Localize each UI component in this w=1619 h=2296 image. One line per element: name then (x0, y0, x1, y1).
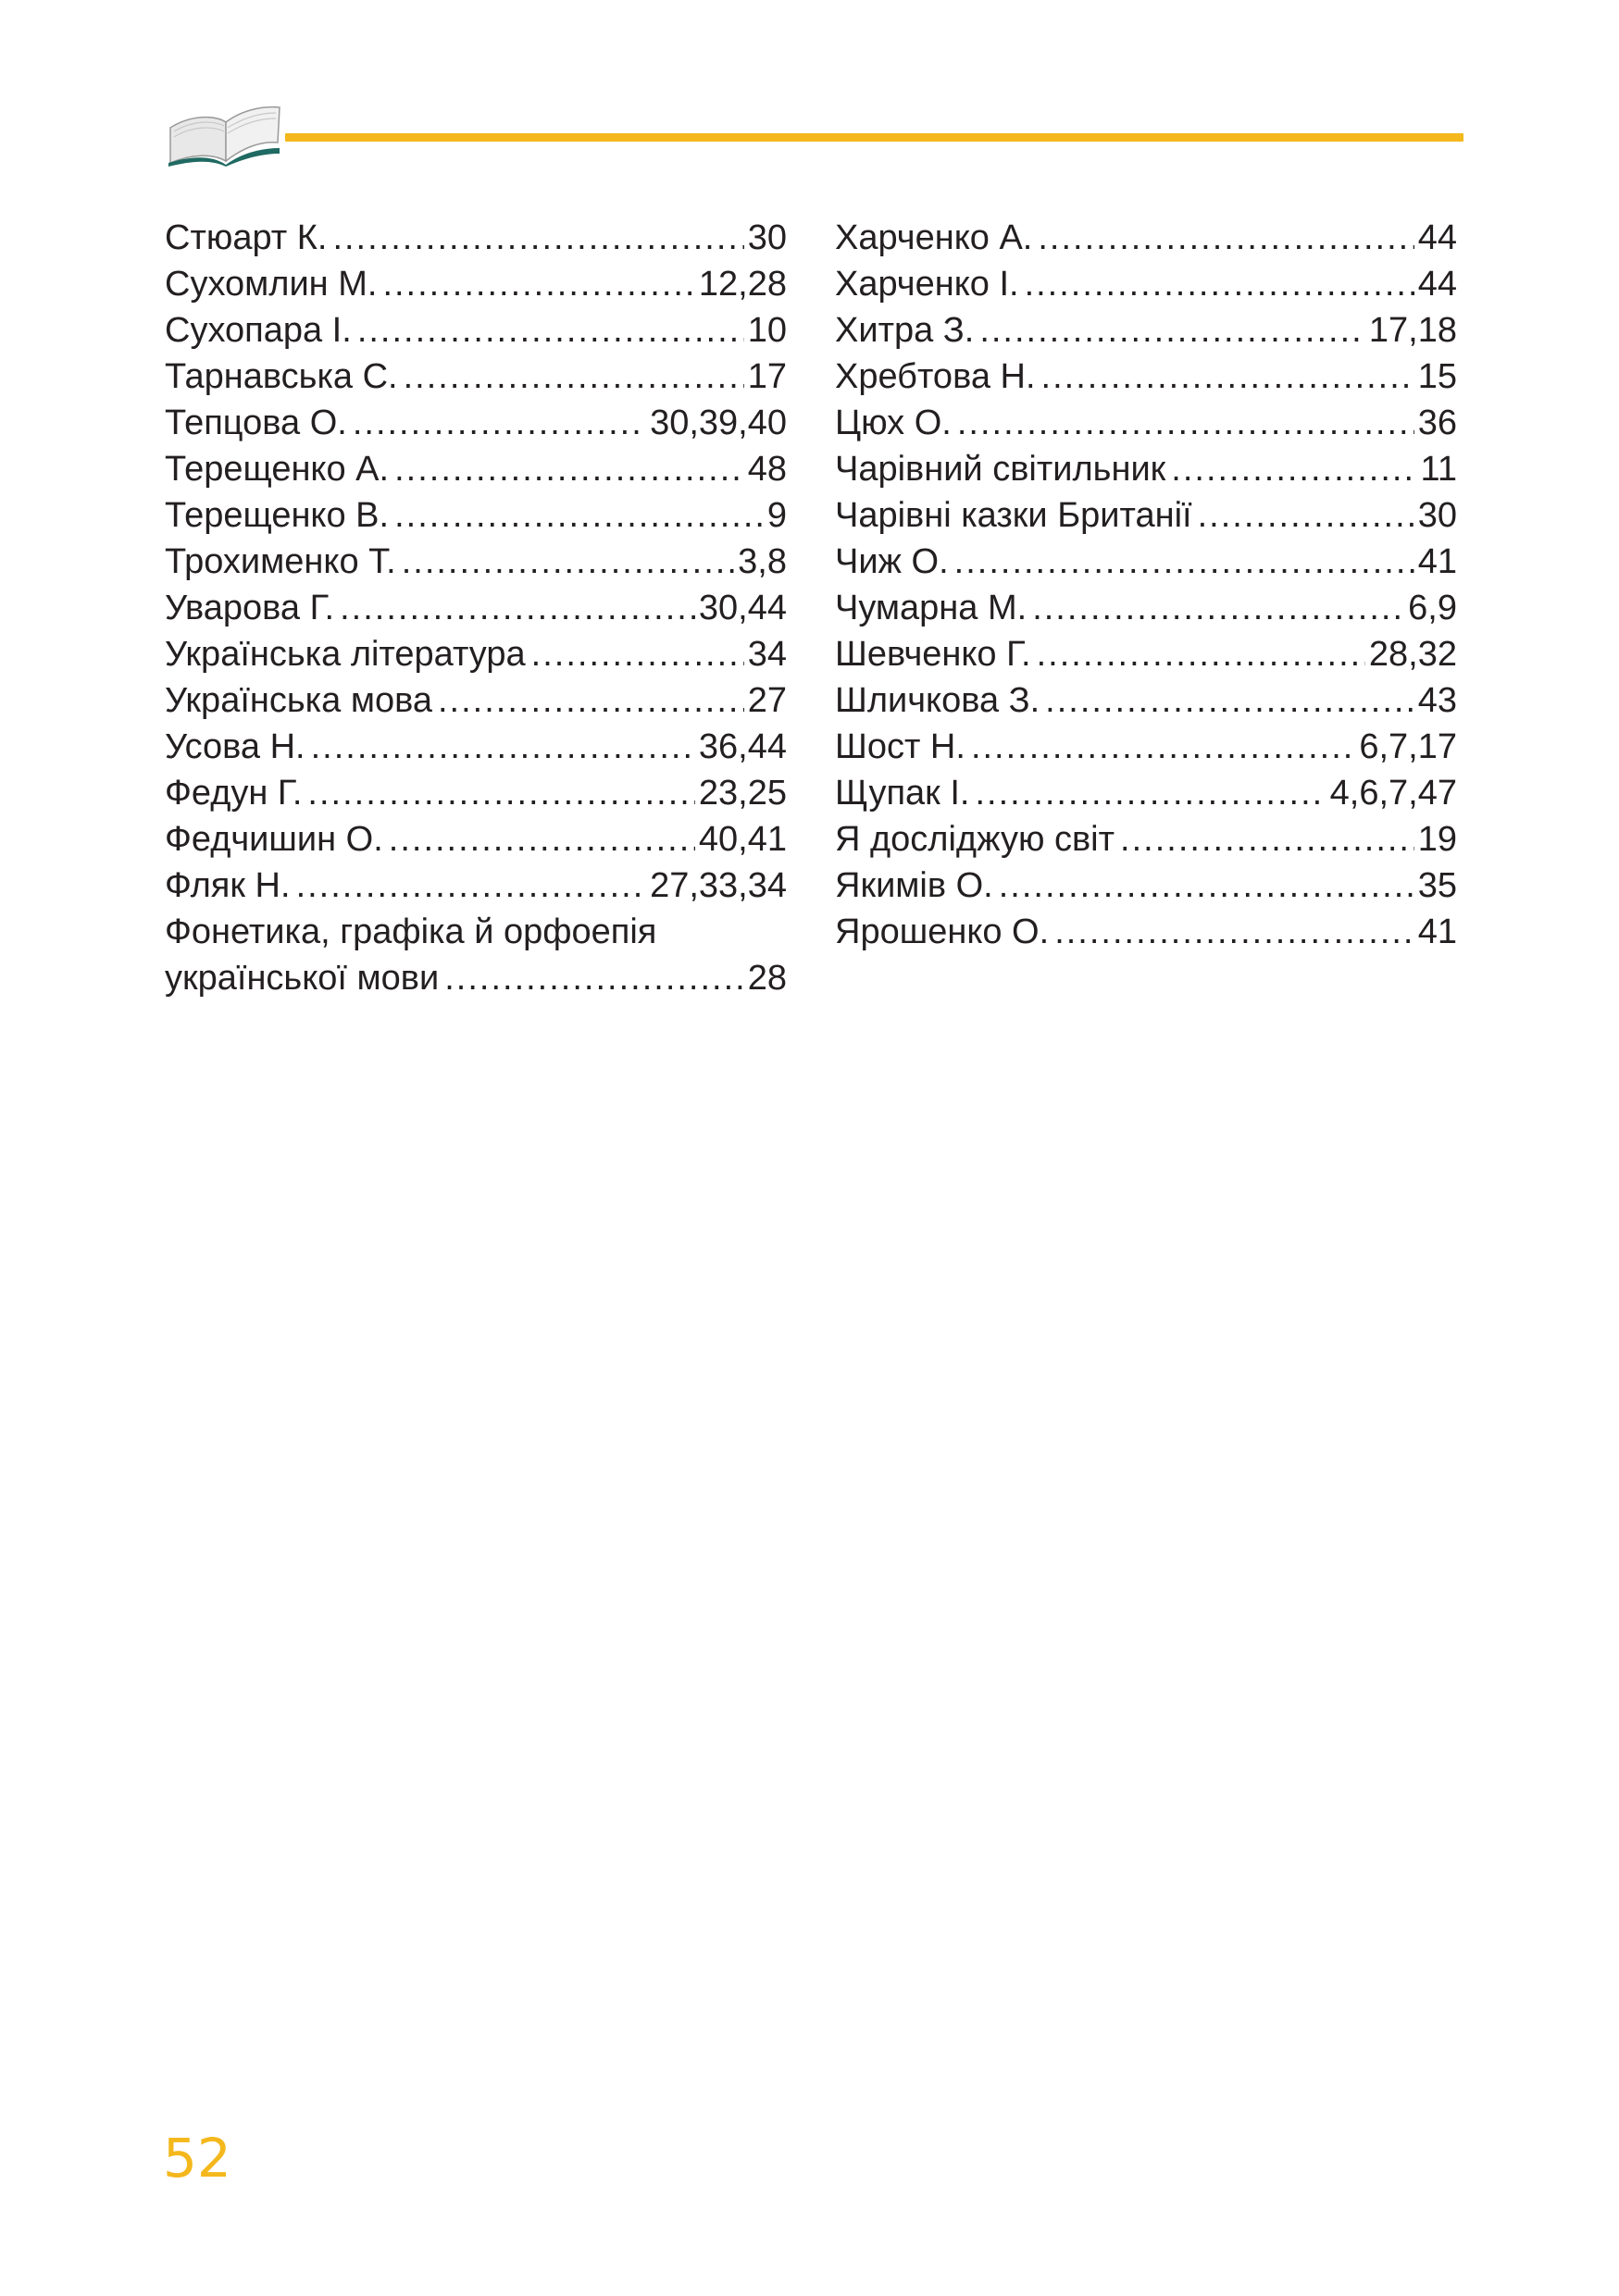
index-entry (165, 770, 787, 816)
entry-name: Фляк Н. (165, 866, 291, 905)
index-entry (165, 215, 787, 261)
index-entry-multiline (165, 909, 787, 1001)
dot-leader (1198, 492, 1414, 539)
entry-name: Щупак І. (835, 774, 970, 813)
entry-pages: 27,33,34 (650, 866, 787, 905)
dot-leader (957, 400, 1414, 446)
entry-name: Терещенко В. (165, 496, 390, 535)
index-entry (835, 724, 1457, 770)
index-entry (835, 307, 1457, 354)
entry-name: Терещенко А. (165, 450, 390, 489)
entry-name: Чарівний світильник (835, 450, 1166, 489)
dot-leader (1032, 585, 1404, 631)
index-entry (165, 492, 787, 539)
dot-leader (1054, 909, 1414, 955)
dot-leader (340, 585, 695, 631)
entry-pages: 30,39,40 (650, 403, 787, 442)
dot-leader (444, 955, 744, 1001)
entry-name: Чумарна М. (835, 589, 1027, 627)
entry-name: Якимів О. (835, 866, 993, 905)
dot-leader (971, 724, 1355, 770)
entry-name: Хребтова Н. (835, 357, 1036, 396)
entry-name: Українська мова (165, 681, 432, 720)
entry-name-line1: Фонетика, графіка й орфоепія (165, 912, 657, 951)
entry-pages: 30 (1417, 496, 1457, 535)
index-entry (165, 446, 787, 492)
entry-pages: 6,7,17 (1359, 727, 1457, 766)
index-entry (165, 816, 787, 863)
dot-leader (332, 215, 743, 261)
dot-leader (954, 539, 1414, 585)
index-entry (165, 863, 787, 909)
dot-leader (1038, 215, 1414, 261)
entry-name: Федчишин О. (165, 820, 383, 859)
entry-pages: 12,28 (698, 265, 787, 304)
entry-pages: 30 (747, 218, 787, 257)
entry-pages: 44 (1417, 265, 1457, 304)
index-entry (165, 307, 787, 354)
entry-pages: 23,25 (698, 774, 787, 813)
index-entry (165, 724, 787, 770)
entry-pages: 17,18 (1368, 311, 1457, 350)
entry-pages: 43 (1417, 681, 1457, 720)
index-entry (835, 215, 1457, 261)
entry-pages: 19 (1417, 820, 1457, 859)
dot-leader (1025, 261, 1414, 307)
dot-leader (1045, 677, 1414, 724)
entry-pages: 30,44 (698, 589, 787, 627)
dot-leader (307, 770, 695, 816)
dot-leader (531, 631, 744, 677)
index-column-right (835, 215, 1457, 955)
entry-pages: 41 (1417, 912, 1457, 951)
index-entry (835, 770, 1457, 816)
dot-leader (1120, 816, 1414, 863)
entry-pages: 36 (1417, 403, 1457, 442)
index-entry (835, 816, 1457, 863)
index-entry (835, 261, 1457, 307)
page-number: 52 (163, 2127, 231, 2190)
index-entry (835, 677, 1457, 724)
dot-leader (404, 354, 744, 400)
index-entry (835, 354, 1457, 400)
entry-pages: 10 (747, 311, 787, 350)
header-rule (285, 133, 1463, 142)
entry-name: Трохименко Т. (165, 542, 396, 581)
index-entry (165, 585, 787, 631)
entry-pages: 27 (747, 681, 787, 720)
index-entry (165, 400, 787, 446)
entry-name: Сухопара І. (165, 311, 352, 350)
entry-name: Уварова Г. (165, 589, 335, 627)
entry-name: Харченко І. (835, 265, 1019, 304)
entry-name-line2: української мови (165, 959, 440, 998)
index-entry (835, 909, 1457, 955)
entry-pages: 11 (1420, 450, 1457, 489)
entry-name: Стюарт К. (165, 218, 328, 257)
entry-pages: 44 (1417, 218, 1457, 257)
dot-leader (1037, 631, 1365, 677)
entry-pages: 34 (747, 635, 787, 674)
entry-name: Усова Н. (165, 727, 305, 766)
entry-name: Харченко А. (835, 218, 1033, 257)
entry-name: Хитра З. (835, 311, 975, 350)
entry-pages: 17 (747, 357, 787, 396)
dot-leader (389, 816, 695, 863)
entry-name: Ярошенко О. (835, 912, 1050, 951)
entry-name: Шевченко Г. (835, 635, 1031, 674)
entry-name: Чиж О. (835, 542, 949, 581)
entry-name: Тарнавська С. (165, 357, 398, 396)
entry-pages: 40,41 (698, 820, 787, 859)
entry-pages: 35 (1417, 866, 1457, 905)
index-entry (835, 492, 1457, 539)
index-entry (165, 539, 787, 585)
dot-leader (394, 492, 764, 539)
dot-leader (382, 261, 694, 307)
index-entry (835, 400, 1457, 446)
dot-leader (1041, 354, 1414, 400)
entry-pages: 36,44 (698, 727, 787, 766)
index-entry (835, 539, 1457, 585)
entry-pages: 9 (766, 496, 787, 535)
dot-leader (311, 724, 695, 770)
dot-leader (1171, 446, 1416, 492)
entry-name: Тепцова О. (165, 403, 347, 442)
dot-leader (975, 770, 1326, 816)
entry-pages: 3,8 (738, 542, 787, 581)
entry-name: Сухомлин М. (165, 265, 378, 304)
index-entry (835, 585, 1457, 631)
open-book-icon (157, 74, 287, 167)
entry-name: Шост Н. (835, 727, 965, 766)
index-entry (835, 863, 1457, 909)
dot-leader (394, 446, 744, 492)
entry-name: Федун Г. (165, 774, 303, 813)
index-entry (165, 261, 787, 307)
entry-pages: 28 (747, 959, 787, 998)
index-entry (165, 677, 787, 724)
dot-leader (353, 400, 646, 446)
entry-name: Чарівні казки Британії (835, 496, 1192, 535)
dot-leader (357, 307, 744, 354)
index-entry (165, 354, 787, 400)
entry-pages: 6,9 (1408, 589, 1457, 627)
index-entry (165, 631, 787, 677)
index-entry (835, 631, 1457, 677)
index-column-left (165, 215, 787, 1001)
index-entry (835, 446, 1457, 492)
entry-name: Я досліджую світ (835, 820, 1115, 859)
entry-pages: 15 (1417, 357, 1457, 396)
entry-pages: 28,32 (1368, 635, 1457, 674)
entry-pages: 4,6,7,47 (1329, 774, 1457, 813)
dot-leader (402, 539, 734, 585)
entry-pages: 41 (1417, 542, 1457, 581)
entry-name: Українська література (165, 635, 526, 674)
dot-leader (296, 863, 647, 909)
entry-pages: 48 (747, 450, 787, 489)
dot-leader (999, 863, 1414, 909)
entry-line2 (165, 955, 787, 1001)
dot-leader (979, 307, 1365, 354)
entry-name: Шличкова З. (835, 681, 1040, 720)
dot-leader (438, 677, 744, 724)
entry-name: Цюх О. (835, 403, 952, 442)
